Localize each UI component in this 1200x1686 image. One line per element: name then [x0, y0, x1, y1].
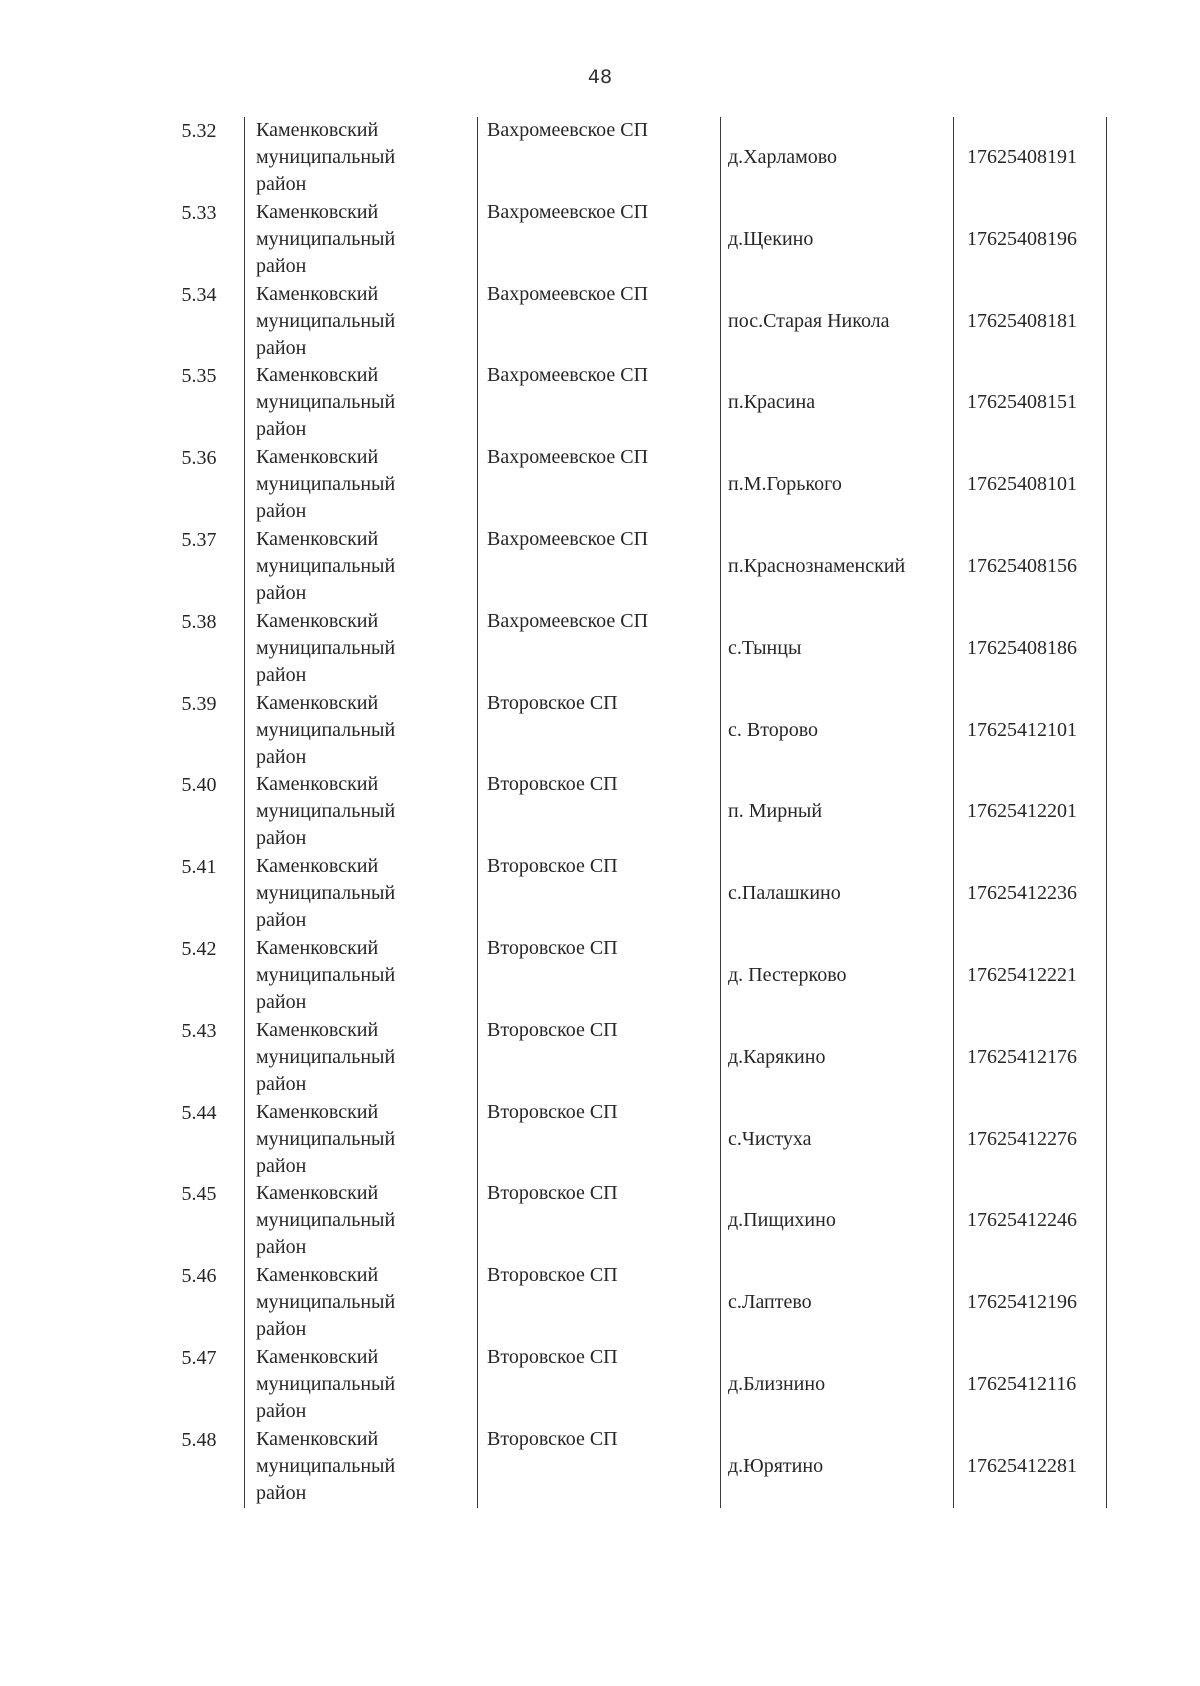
table-row: [158, 1099, 1108, 1181]
column-divider: [953, 608, 954, 690]
district-text: Каменковский: [256, 1264, 379, 1287]
row-number: 5.36: [181, 447, 217, 470]
column-divider: [244, 1426, 245, 1508]
okato-code-cell: 17625408181: [967, 309, 1077, 332]
locality-cell: д. Пестерково: [728, 963, 847, 986]
settlement-cell: Второвское СП: [487, 773, 618, 796]
column-divider: [477, 608, 478, 690]
district-cell: [248, 690, 473, 772]
okato-code-cell: 17625408186: [967, 636, 1077, 659]
column-divider: [720, 608, 721, 690]
district-cell: [248, 1426, 473, 1508]
district-text: муниципальный: [256, 309, 396, 332]
column-divider: [244, 362, 245, 444]
district-cell: [248, 771, 473, 853]
district-text: муниципальный: [256, 963, 396, 986]
row-number: 5.43: [181, 1019, 217, 1042]
row-number: 5.46: [181, 1265, 217, 1288]
district-text: район: [256, 827, 307, 850]
okato-code-cell: 17625412281: [967, 1454, 1077, 1477]
district-cell: [248, 362, 473, 444]
locality-cell: с.Чистуха: [728, 1127, 812, 1150]
column-divider: [953, 526, 954, 608]
district-text: Каменковский: [256, 1100, 379, 1123]
table-row: [158, 199, 1108, 281]
settlement-cell: Вахромеевское СП: [487, 446, 649, 469]
column-divider: [953, 1262, 954, 1344]
okato-code-cell: 17625412116: [967, 1372, 1077, 1395]
column-divider: [477, 935, 478, 1017]
table-row: [158, 117, 1108, 199]
column-divider: [953, 1017, 954, 1099]
settlement-cell: Второвское СП: [487, 936, 618, 959]
column-divider: [953, 117, 954, 199]
district-text: район: [256, 909, 307, 932]
district-text: район: [256, 1154, 307, 1177]
settlement-cell: Второвское СП: [487, 1427, 618, 1450]
column-divider: [720, 1099, 721, 1181]
column-divider: [720, 362, 721, 444]
column-divider: [953, 935, 954, 1017]
column-divider: [477, 1180, 478, 1262]
okato-code-cell: 17625408191: [967, 146, 1077, 168]
okato-code-cell: 17625412246: [967, 1209, 1077, 1232]
table-row: [158, 1017, 1108, 1099]
row-number: 5.47: [181, 1346, 217, 1369]
district-text: муниципальный: [256, 636, 396, 659]
district-text: район: [256, 173, 307, 195]
district-text: Каменковский: [256, 282, 379, 305]
locality-cell: п.Краснознаменский: [728, 554, 906, 577]
district-cell: [248, 853, 473, 935]
column-divider: [244, 117, 245, 199]
column-divider: [477, 199, 478, 281]
column-divider: [953, 281, 954, 363]
column-divider: [477, 1344, 478, 1426]
column-divider: [477, 117, 478, 199]
district-text: Каменковский: [256, 200, 379, 223]
district-text: муниципальный: [256, 1372, 396, 1395]
column-divider: [244, 444, 245, 526]
district-cell: [248, 526, 473, 608]
okato-code-cell: 17625408151: [967, 391, 1077, 414]
row-number: 5.34: [181, 283, 217, 306]
okato-code-cell: 17625408156: [967, 554, 1077, 577]
column-divider: [720, 444, 721, 526]
row-number: 5.41: [181, 856, 217, 879]
table-row: [158, 608, 1108, 690]
district-text: Каменковский: [256, 1018, 379, 1041]
okato-code-cell: 17625408196: [967, 227, 1077, 250]
column-divider: [953, 199, 954, 281]
locality-cell: с.Палашкино: [728, 882, 841, 905]
district-text: муниципальный: [256, 882, 396, 905]
table-row: [158, 444, 1108, 526]
page-number: 48: [587, 66, 613, 88]
column-divider: [244, 1017, 245, 1099]
column-divider: [720, 1344, 721, 1426]
column-divider: [720, 199, 721, 281]
row-number: 5.42: [181, 937, 217, 960]
district-text: муниципальный: [256, 554, 396, 577]
column-divider: [953, 690, 954, 772]
settlement-cell: Второвское СП: [487, 1264, 618, 1287]
locality-cell: пос.Старая Никола: [728, 309, 890, 332]
district-text: муниципальный: [256, 1209, 396, 1232]
district-text: муниципальный: [256, 800, 396, 823]
column-divider: [720, 1017, 721, 1099]
district-text: Каменковский: [256, 609, 379, 632]
column-divider: [244, 1099, 245, 1181]
district-text: Каменковский: [256, 691, 379, 714]
district-text: район: [256, 745, 307, 768]
district-text: муниципальный: [256, 1291, 396, 1314]
column-divider: [720, 1262, 721, 1344]
district-cell: [248, 1180, 473, 1262]
column-divider: [477, 526, 478, 608]
district-text: район: [256, 336, 307, 359]
district-text: муниципальный: [256, 473, 396, 496]
district-text: муниципальный: [256, 1454, 396, 1477]
district-cell: [248, 935, 473, 1017]
column-divider: [477, 362, 478, 444]
column-divider: [720, 117, 721, 199]
column-divider: [477, 1262, 478, 1344]
column-divider: [720, 281, 721, 363]
column-divider: [477, 1426, 478, 1508]
column-divider: [953, 853, 954, 935]
district-text: район: [256, 663, 307, 686]
column-divider: [720, 1180, 721, 1262]
district-text: муниципальный: [256, 146, 396, 168]
row-number: 5.44: [181, 1101, 217, 1124]
locality-cell: д.Близнино: [728, 1372, 826, 1395]
district-text: район: [256, 990, 307, 1013]
column-divider: [953, 362, 954, 444]
column-divider: [953, 444, 954, 526]
column-divider: [244, 608, 245, 690]
okato-code-cell: 17625412236: [967, 882, 1077, 905]
district-text: Каменковский: [256, 855, 379, 878]
district-text: район: [256, 1481, 307, 1504]
row-number: 5.45: [181, 1183, 217, 1206]
settlement-cell: Вахромеевское СП: [487, 364, 649, 387]
column-divider: [244, 281, 245, 363]
table-row: [158, 853, 1108, 935]
locality-cell: д.Карякино: [728, 1045, 826, 1068]
district-text: район: [256, 418, 307, 441]
district-cell: [248, 1017, 473, 1099]
settlement-cell: Второвское СП: [487, 1182, 618, 1205]
district-text: Каменковский: [256, 773, 379, 796]
column-divider: [477, 444, 478, 526]
district-text: Каменковский: [256, 527, 379, 550]
okato-code-cell: 17625412101: [967, 718, 1077, 741]
column-divider: [720, 526, 721, 608]
table-row: [158, 935, 1108, 1017]
table-row: [158, 1262, 1108, 1344]
okato-code-cell: 17625412196: [967, 1291, 1077, 1314]
okato-code-cell: 17625412276: [967, 1127, 1077, 1150]
district-cell: [248, 281, 473, 363]
district-cell: [248, 117, 473, 199]
district-text: район: [256, 1318, 307, 1341]
column-divider: [244, 853, 245, 935]
column-divider: [477, 1099, 478, 1181]
table-row: [158, 1426, 1108, 1508]
locality-cell: с.Тынцы: [728, 636, 802, 659]
row-number: 5.33: [181, 201, 217, 224]
column-divider: [244, 1180, 245, 1262]
column-divider: [244, 690, 245, 772]
district-cell: [248, 608, 473, 690]
district-text: район: [256, 500, 307, 523]
locality-cell: с. Второво: [728, 718, 818, 741]
table-row: [158, 281, 1108, 363]
table-row: [158, 771, 1108, 853]
settlement-cell: Второвское СП: [487, 1018, 618, 1041]
column-divider: [953, 1180, 954, 1262]
row-number: 5.38: [181, 610, 217, 633]
settlement-cell: Второвское СП: [487, 855, 618, 878]
district-cell: [248, 444, 473, 526]
district-text: район: [256, 1399, 307, 1422]
row-number: 5.35: [181, 365, 217, 388]
settlement-cell: Вахромеевское СП: [487, 282, 649, 305]
table-row: [158, 1180, 1108, 1262]
settlement-cell: Вахромеевское СП: [487, 609, 649, 632]
district-text: Каменковский: [256, 1182, 379, 1205]
row-number: 5.39: [181, 692, 217, 715]
settlement-cell: Второвское СП: [487, 1345, 618, 1368]
okato-code-cell: 17625412176: [967, 1045, 1077, 1068]
locality-cell: д.Щекино: [728, 227, 814, 250]
column-divider: [477, 281, 478, 363]
column-divider: [720, 690, 721, 772]
district-cell: [248, 199, 473, 281]
column-divider: [244, 526, 245, 608]
district-cell: [248, 1262, 473, 1344]
district-text: район: [256, 1236, 307, 1259]
district-text: район: [256, 581, 307, 604]
okato-code-cell: 17625408101: [967, 473, 1077, 496]
locality-cell: с.Лаптево: [728, 1291, 812, 1314]
settlement-cell: Вахромеевское СП: [487, 119, 649, 141]
table-row: [158, 1344, 1108, 1426]
table-row: [158, 690, 1108, 772]
column-divider: [953, 1344, 954, 1426]
column-divider: [953, 1099, 954, 1181]
column-divider: [477, 690, 478, 772]
settlement-cell: Вахромеевское СП: [487, 200, 649, 223]
district-cell: [248, 1099, 473, 1181]
column-divider: [720, 771, 721, 853]
settlement-cell: Второвское СП: [487, 1100, 618, 1123]
settlement-cell: Вахромеевское СП: [487, 527, 649, 550]
column-divider: [477, 1017, 478, 1099]
locality-cell: д.Харламово: [728, 146, 838, 168]
district-text: муниципальный: [256, 391, 396, 414]
column-divider: [244, 1344, 245, 1426]
column-divider: [244, 1262, 245, 1344]
table-row: [158, 362, 1108, 444]
column-divider: [720, 853, 721, 935]
settlement-cell: Второвское СП: [487, 691, 618, 714]
row-number: 5.37: [181, 528, 217, 551]
column-divider: [953, 1426, 954, 1508]
column-divider: [720, 1426, 721, 1508]
table-row: [158, 526, 1108, 608]
column-divider: [477, 853, 478, 935]
locality-cell: п.Красина: [728, 391, 816, 414]
district-cell: [248, 1344, 473, 1426]
district-text: Каменковский: [256, 936, 379, 959]
district-text: муниципальный: [256, 718, 396, 741]
district-text: муниципальный: [256, 227, 396, 250]
column-divider: [477, 771, 478, 853]
row-number: 5.32: [181, 120, 217, 142]
okato-code-cell: 17625412201: [967, 800, 1077, 823]
district-text: район: [256, 254, 307, 277]
district-text: Каменковский: [256, 1427, 379, 1450]
row-number: 5.40: [181, 774, 217, 797]
row-number: 5.48: [181, 1428, 217, 1451]
locality-cell: д.Пищихино: [728, 1209, 836, 1232]
column-divider: [244, 199, 245, 281]
district-text: Каменковский: [256, 1345, 379, 1368]
locality-cell: д.Юрятино: [728, 1454, 824, 1477]
okato-code-cell: 17625412221: [967, 963, 1077, 986]
locality-cell: п. Мирный: [728, 800, 823, 823]
locality-cell: п.М.Горького: [728, 473, 842, 496]
settlements-table: [158, 117, 1108, 1508]
district-text: район: [256, 1072, 307, 1095]
district-text: муниципальный: [256, 1127, 396, 1150]
district-text: Каменковский: [256, 446, 379, 469]
column-divider: [953, 771, 954, 853]
column-divider: [244, 935, 245, 1017]
district-text: муниципальный: [256, 1045, 396, 1068]
column-divider: [244, 771, 245, 853]
district-text: Каменковский: [256, 119, 379, 141]
district-text: Каменковский: [256, 364, 379, 387]
column-divider: [720, 935, 721, 1017]
